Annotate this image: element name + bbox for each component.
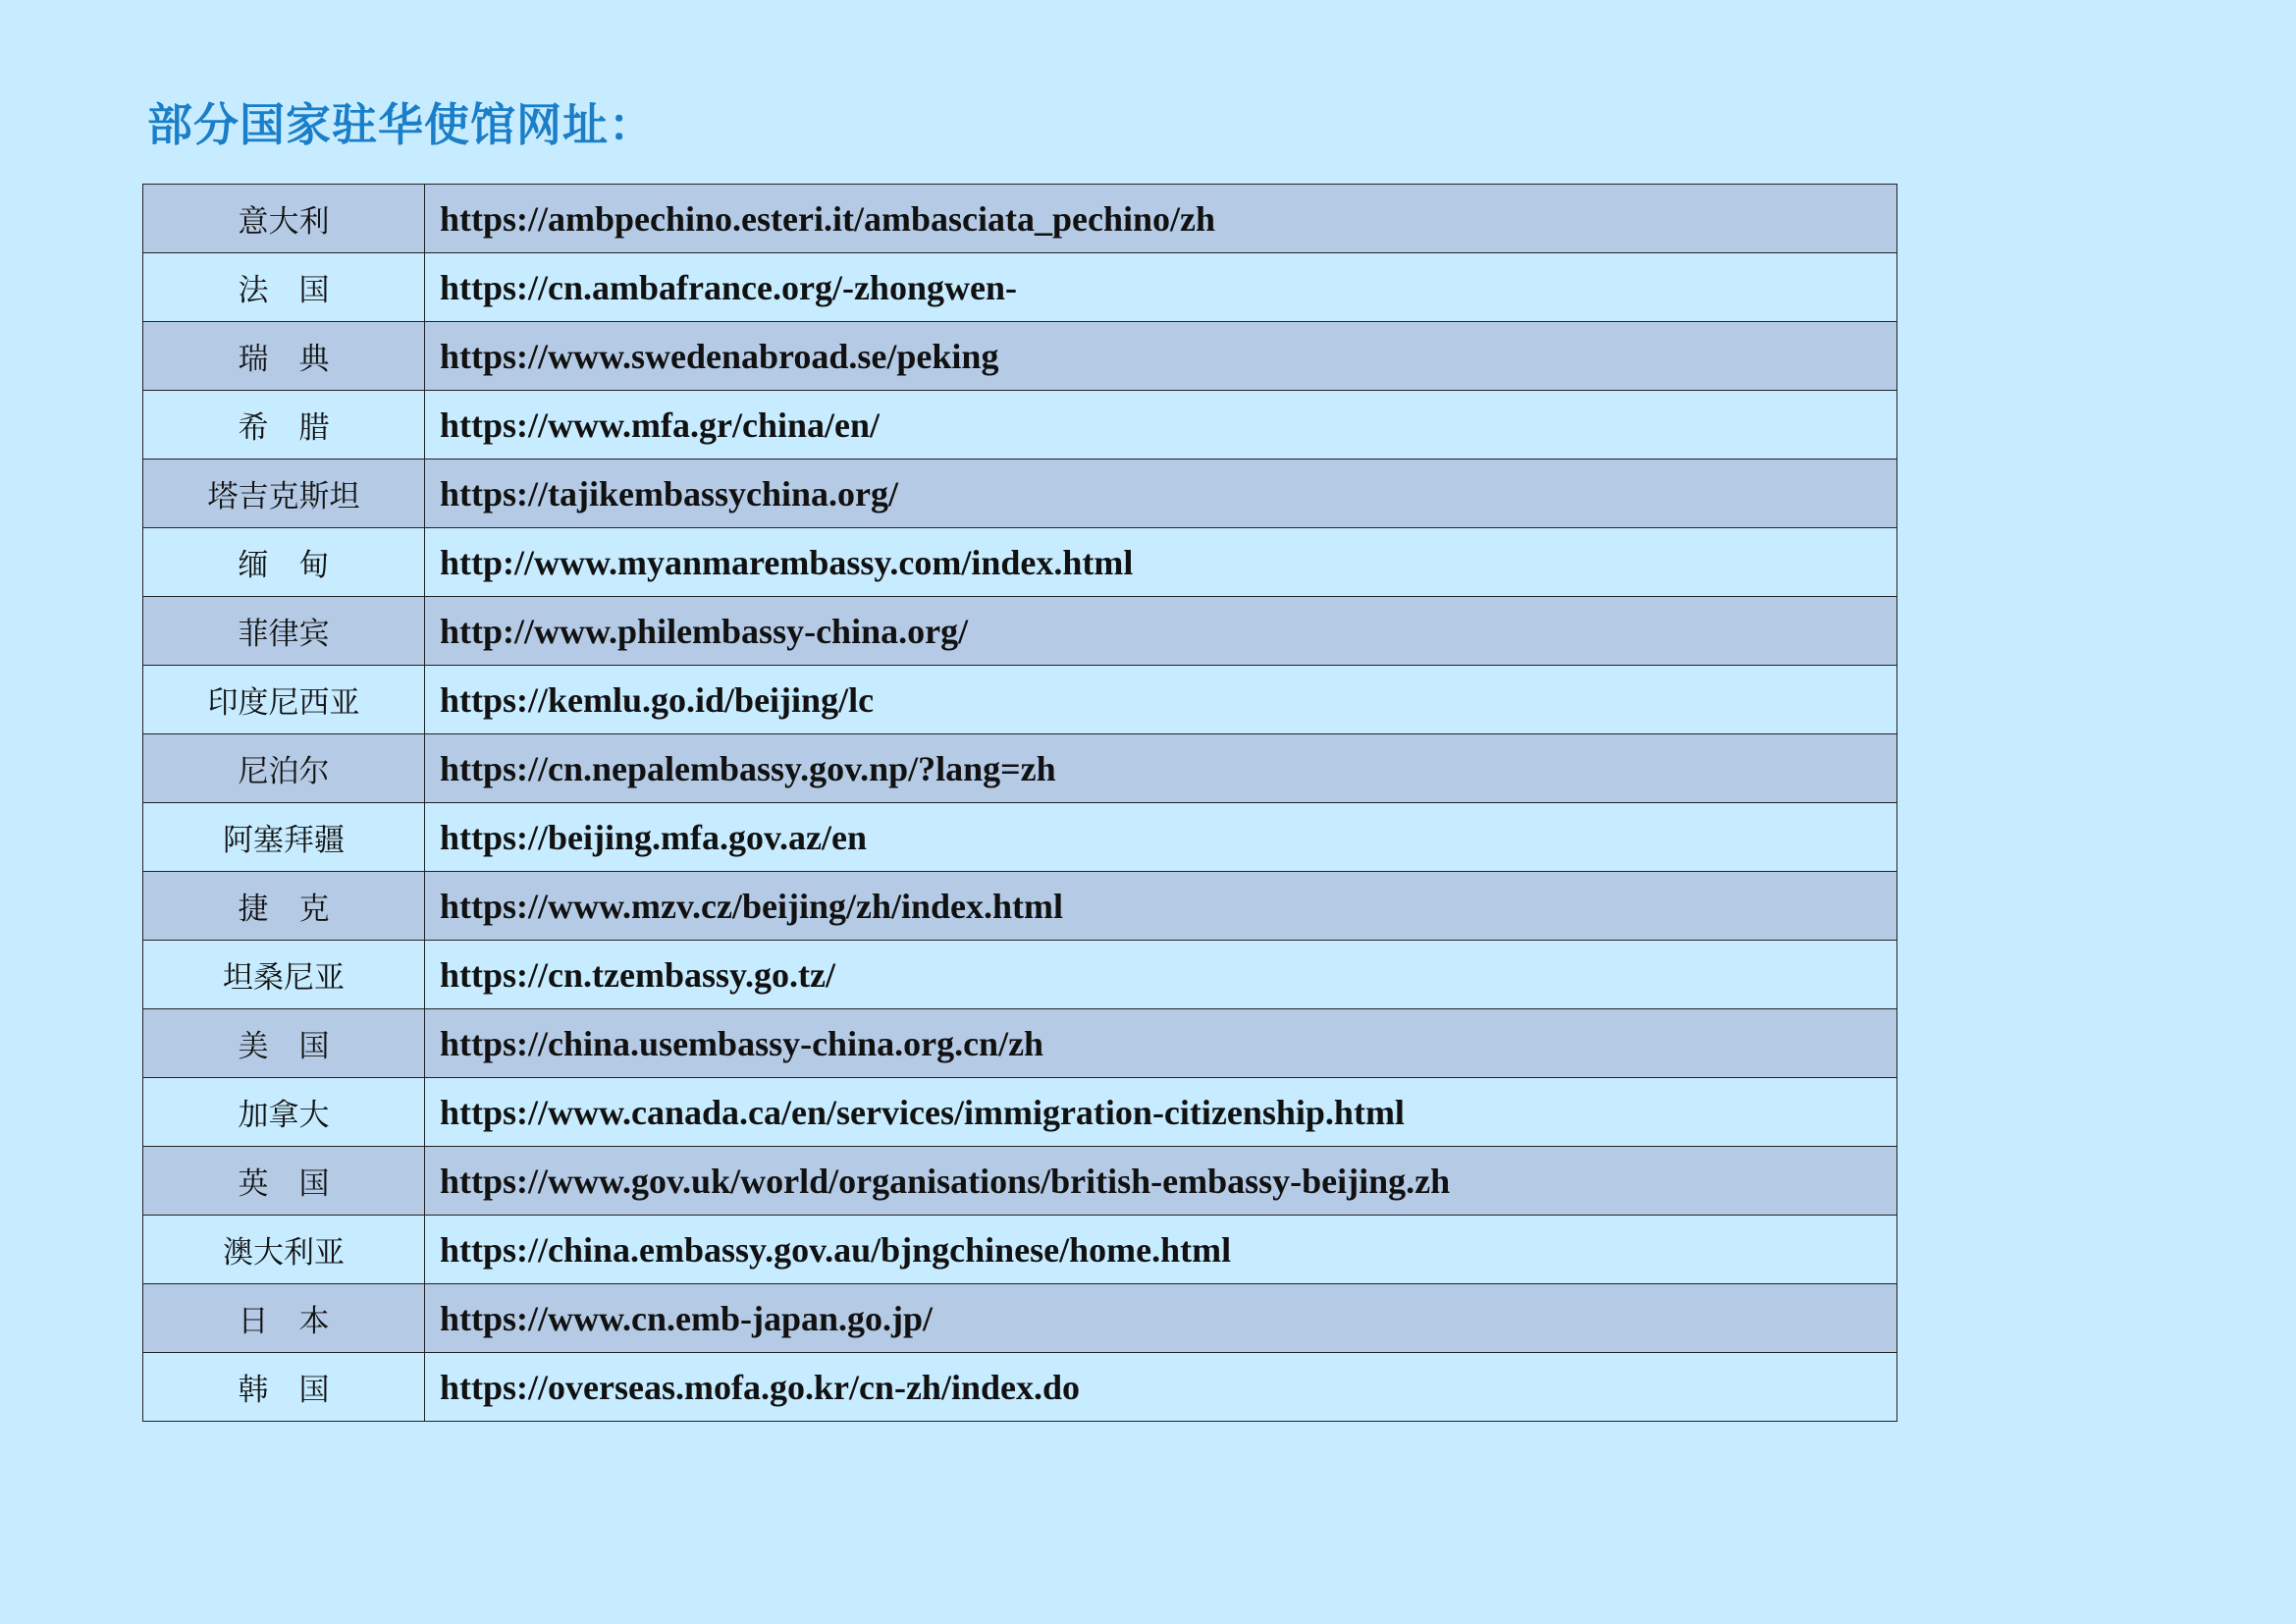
table-row: [143, 666, 1897, 734]
embassy-url-link[interactable]: https://cn.tzembassy.go.tz/: [425, 941, 1897, 1009]
embassy-url-link[interactable]: https://china.embassy.gov.au/bjngchinese/home.html: [425, 1216, 1897, 1284]
country-name: 日 本: [143, 1284, 425, 1353]
embassy-url-link[interactable]: https://www.gov.uk/world/organisations/british-embassy-beijing.zh: [425, 1147, 1897, 1216]
table-row: [143, 1147, 1897, 1216]
embassy-url-link[interactable]: https://ambpechino.esteri.it/ambasciata_pechino/zh: [425, 185, 1897, 253]
country-name: 坦桑尼亚: [143, 941, 425, 1009]
embassy-url-link[interactable]: https://china.usembassy-china.org.cn/zh: [425, 1009, 1897, 1078]
table-row: [143, 528, 1897, 597]
page-title: 部分国家驻华使馆网址：: [147, 98, 655, 151]
embassy-url-link[interactable]: https://tajikembassychina.org/: [425, 460, 1897, 528]
country-name: 捷 克: [143, 872, 425, 941]
table-row: [143, 734, 1897, 803]
country-name: 塔吉克斯坦: [143, 460, 425, 528]
embassy-url-link[interactable]: https://www.swedenabroad.se/peking: [425, 322, 1897, 391]
country-name: 印度尼西亚: [143, 666, 425, 734]
country-name: 意大利: [143, 185, 425, 253]
embassy-table: [142, 184, 1897, 1422]
embassy-url-link[interactable]: http://www.myanmarembassy.com/index.html: [425, 528, 1897, 597]
table-row: [143, 460, 1897, 528]
embassy-url-link[interactable]: https://kemlu.go.id/beijing/lc: [425, 666, 1897, 734]
embassy-url-link[interactable]: https://www.cn.emb-japan.go.jp/: [425, 1284, 1897, 1353]
country-name: 英 国: [143, 1147, 425, 1216]
embassy-url-link[interactable]: https://www.mfa.gr/china/en/: [425, 391, 1897, 460]
embassy-url-link[interactable]: https://www.mzv.cz/beijing/zh/index.html: [425, 872, 1897, 941]
country-name: 缅 甸: [143, 528, 425, 597]
table-row: [143, 1078, 1897, 1147]
country-name: 希 腊: [143, 391, 425, 460]
country-name: 澳大利亚: [143, 1216, 425, 1284]
embassy-url-link[interactable]: https://beijing.mfa.gov.az/en: [425, 803, 1897, 872]
country-name: 法 国: [143, 253, 425, 322]
table-row: [143, 941, 1897, 1009]
embassy-url-link[interactable]: http://www.philembassy-china.org/: [425, 597, 1897, 666]
country-name: 美 国: [143, 1009, 425, 1078]
table-row: [143, 322, 1897, 391]
embassy-url-link[interactable]: https://overseas.mofa.go.kr/cn-zh/index.do: [425, 1353, 1897, 1422]
table-row: [143, 597, 1897, 666]
country-name: 阿塞拜疆: [143, 803, 425, 872]
table-row: [143, 391, 1897, 460]
table-row: [143, 1284, 1897, 1353]
embassy-url-link[interactable]: https://cn.ambafrance.org/-zhongwen-: [425, 253, 1897, 322]
table-row: [143, 803, 1897, 872]
table-row: [143, 1353, 1897, 1422]
country-name: 瑞 典: [143, 322, 425, 391]
table-row: [143, 185, 1897, 253]
embassy-url-link[interactable]: https://www.canada.ca/en/services/immigration-citizenship.html: [425, 1078, 1897, 1147]
table-row: [143, 1216, 1897, 1284]
table-row: [143, 1009, 1897, 1078]
table-row: [143, 253, 1897, 322]
country-name: 加拿大: [143, 1078, 425, 1147]
embassy-url-link[interactable]: https://cn.nepalembassy.gov.np/?lang=zh: [425, 734, 1897, 803]
country-name: 尼泊尔: [143, 734, 425, 803]
country-name: 韩 国: [143, 1353, 425, 1422]
country-name: 菲律宾: [143, 597, 425, 666]
table-body: [143, 185, 1897, 1422]
table-row: [143, 872, 1897, 941]
